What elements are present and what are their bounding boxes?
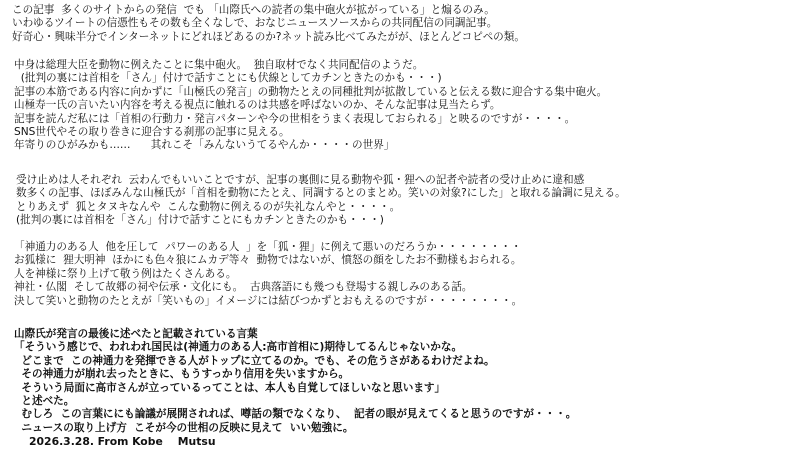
text-line: (批判の裏には首相を「さん」付けで話すことにも伏線としてカチンときたのかも・・・): [14, 72, 442, 85]
text-line: 決して笑いと動物のたとえが「笑いもの」イメージには結びつかずとおもえるのですが・・・・・・・・。: [14, 294, 523, 307]
text-line: と述べた。: [14, 394, 75, 407]
text-line: いわゆるツイートの信憑性もその数も全くなしで、おなじニュースソースからの共同配信の同調記事。: [12, 17, 498, 30]
text-line: 記事の本筋である内容に向かずに「山極氏の発言」の動物たとえの同種批判が拡散していると伝える数に迎合する集中砲火。: [14, 85, 608, 98]
quote-line: そういう局面に高市さんが立っているってことは、本人も自覚してほしいなと思います」: [14, 381, 446, 394]
quote-line: どこまで この神通力を発揮できる人がトップに立てるのか。でも、その危うさがあるわけだよね。: [14, 354, 495, 367]
paragraph-quote: [14, 328, 576, 449]
text-line: とりあえず 狐とタヌキなんや こんな動物に例えるのが失礼なんやと・・・・。: [16, 200, 401, 213]
text-line: 記事を読んだ私には「首相の行動力・発言パターンや今の世相をうまく表現しておられる」と映るのですが・・・・。: [14, 112, 576, 125]
quote-line: 「そういう感じで、われわれ国民は(神通力のある人:高市首相に)期待してるんじゃないかな。: [14, 341, 463, 354]
paragraph-intro: [12, 4, 525, 44]
text-line: この記事 多くのサイトからの発信 でも 「山際氏への読者の集中砲火が拡がっている」と煽るのみ。: [12, 4, 495, 16]
text-line: 人を神様に祭り上げて敬う例はたくさんある。: [14, 267, 237, 280]
text-line: 山極寿一氏の言いたい内容を考える視点に触れるのは共感を呼ばないのか、そんな記事は見当たらず。: [14, 99, 501, 112]
text-line: 数多くの記事、ほぼみんな山極氏が「首相を動物にたとえ、同調するとのまとめ。笑いの対象?にした」と取れる論調に見える。: [16, 187, 626, 200]
text-line: (批判の裏には首相を「さん」付けで話すことにもカチンときたのかも・・・): [16, 214, 384, 227]
quote-line: その神通力が崩れ去ったときに、もうすっかり信用を失いますから。: [14, 368, 350, 381]
text-line: 年寄りのひがみかも…… 其れこそ「みんないうてるやんか・・・・の世界」: [14, 139, 395, 152]
text-line: 受け止めは人それぞれ 云わんでもいいことですが、記事の裏側に見る動物や狐・狸への記者や読者の受け止めに違和感: [16, 174, 585, 186]
signature-line: 2026.3.28. From Kobe Mutsu: [14, 435, 216, 449]
text-line: 神社・仏閣 そして故郷の祠や伝承・文化にも。 古典落語にも幾つも登場する親しみのある話。: [14, 281, 473, 294]
text-line: 「神通力のある人 他を圧して パワーのある人 」を「狐・狸」に例えて悪いのだろうか・・・・・・・・: [14, 241, 522, 253]
text-line: お狐様に 狸大明神 ほかにも色々狼にムカデ等々 動物ではないが、憤怒の顔をしたお不動様もおられる。: [14, 254, 522, 267]
text-line: 中身は総理大臣を動物に例えたことに集中砲火。 独自取材でなく共同配信のようだ。: [14, 59, 424, 71]
paragraph-content-critique: [14, 59, 607, 153]
text-line: むしろ この言葉ににも論議が展開されれば、噂話の類でなくなり、 記者の眼が見えてくると思うのですが・・・。: [14, 408, 577, 421]
text-line: ニュースの取り上げ方 こそが今の世相の反映に見えて いい勉強に。: [14, 421, 354, 434]
quote-heading: 山際氏が発言の最後に述べたと記載されている言葉: [14, 328, 258, 340]
paragraph-animal-metaphor: [14, 241, 522, 308]
text-line: SNS世代やその取り巻きに迎合する刹那の記事に見える。: [14, 125, 290, 138]
text-line: 好奇心・興味半分でインターネットにどれほどあるのか?ネット読み比べてみたがが、ほとんどコピペの類。: [12, 30, 525, 43]
paragraph-reception: [16, 174, 626, 228]
